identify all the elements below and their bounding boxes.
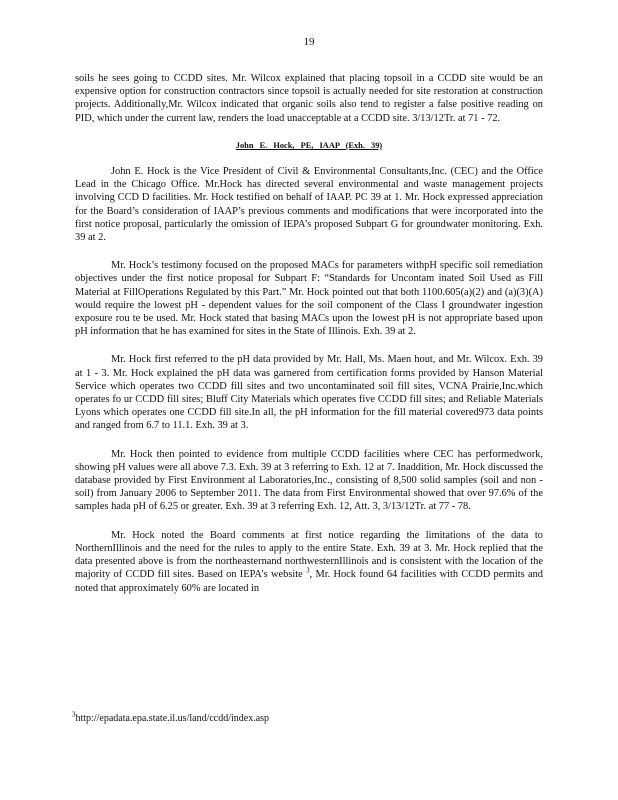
footnote [72, 712, 269, 725]
body-text [75, 72, 543, 610]
paragraph-1: John E. Hock is the Vice President of Civil & Environmental Consultants,Inc. (CEC) and the Office Lead in the Chicago Office. Mr.Hock has directed several environmental and waste management projects involving CCD D facilities. Mr. Hock testified on behalf of IAAP. PC 39 at 1. Mr. Hock expressed appreciation for the Board’s consideration of IAAP’s previous comments and modifications that were incorporated into the first notice proposal, particularly the omission of IEPA’s proposed Subpart G for groundwater monitoring. Exh. 39 at 2. [75, 166, 543, 244]
footnote-marker: 3 [72, 710, 76, 719]
paragraph-2: Mr. Hock’s testimony focused on the proposed MACs for parameters withpH specific soil remediation objectives under the first notice proposal for Subpart F: “Standards for Uncontam inated Soil Used as Fill Material at FillOperations Regulated by this Part.” Mr. Hock pointed out that both 1100.605(a)(2) and (a)(3)(A) would require the lowest pH - dependent values for the soil component of the Class I groundwater ingestion exposure rou te be used. Mr. Hock stated that basing MACs upon the lowest pH is not appropriate based upon pH information that he has examined for sites in the State of Illinois. Exh. 39 at 2. [75, 260, 543, 338]
paragraph-5 [75, 529, 543, 595]
paragraph-continued: soils he sees going to CCDD sites. Mr. Wilcox explained that placing topsoil in a CCDD site would be an expensive option for construction contractors since topsoil is actually needed for site restoration at construction projects. Additionally,Mr. Wilcox indicated that organic soils also tend to register a false positive reading on PID, which under the current law, renders the load unacceptable at a CCDD site. 3/13/12Tr. at 71 - 72. [75, 73, 543, 124]
paragraph-5-part2: , Mr. Hock found 64 facilities with CCDD permits and noted that approximately 60% are located in [75, 569, 543, 594]
footnote-reference: 3 [306, 566, 310, 575]
page-number: 19 [303, 36, 315, 48]
paragraph-4: Mr. Hock then pointed to evidence from multiple CCDD facilities where CEC has performedwork, showing pH values were all above 7.3. Exh. 39 at 3 referring to Exh. 12 at 7. Inaddition, Mr. Hock discussed the database provided by First Environment al Laboratories,Inc., consisting of 8,500 solid samples (soil and non - soil) from January 2006 to September 2011. The data from First Environmental showed that over 97.6% of the samples hada pH of 6.25 or greater. Exh. 39 at 3 referring Exh. 12, Att. 3, 3/13/12Tr. at 77 - 78. [75, 448, 543, 513]
paragraph-5-part1: Mr. Hock noted the Board comments at first notice regarding the limitations of the data to NorthernIllinois and the need for the rules to apply to the entire State. Exh. 39 at 3. Mr. Hock replied that the data presented above is from the northeasternand northwesternIllinois and is consistent with the location of the majority of CCDD fill sites. Based on IEPA’s website [75, 529, 543, 581]
section-heading: John E. Hock, PE, IAAP (Exh. 39) [235, 140, 383, 150]
paragraph-3: Mr. Hock first referred to the pH data provided by Mr. Hall, Ms. Maen hout, and Mr. Wilcox. Exh. 39 at 1 - 3. Mr. Hock explained the pH data was garnered from certification forms provided by Hanson Material Service which operates two CCDD fill sites and two uncontaminated soil fill sites, VCNA Prairie,Inc.which operates fo ur CCDD fill sites; Bluff City Materials which operates five CCDD fill sites; and Reliable Materials Lyons which operates one CCDD fill site.In all, the pH information for the fill material covered973 data points and ranged from 6.7 to 11.1. Exh. 39 at 3. [75, 354, 543, 432]
footnote-url: http://epadata.epa.state.il.us/land/ccdd/index.asp [75, 713, 270, 724]
